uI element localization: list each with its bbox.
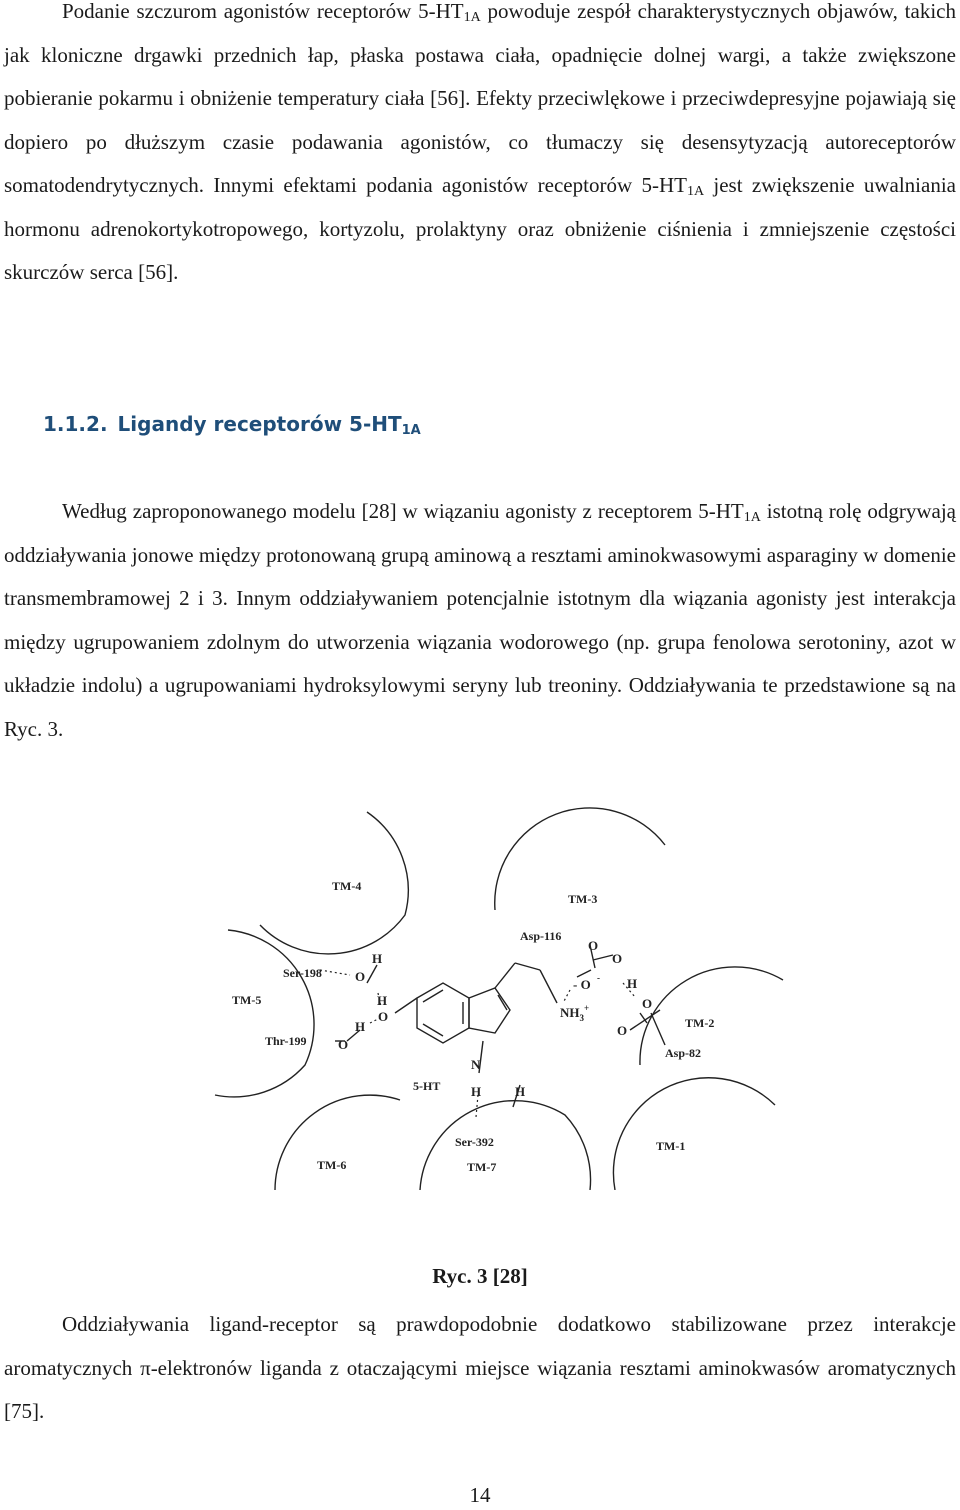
helix-label-tm4: TM-4 bbox=[332, 879, 362, 893]
subscript: 1A bbox=[743, 510, 761, 525]
double-bond bbox=[423, 990, 443, 1002]
atom-o-thr199: O bbox=[338, 1037, 349, 1052]
atom-n-indole: N bbox=[471, 1057, 481, 1072]
side-chain-bond bbox=[515, 963, 540, 970]
carboxylate-bond bbox=[577, 970, 591, 977]
section-title: Ligandy receptorów 5-HT bbox=[117, 412, 402, 436]
helix-label-tm7: TM-7 bbox=[467, 1160, 497, 1174]
subscript: 1A bbox=[463, 10, 481, 25]
atom-h-indole: H bbox=[471, 1084, 482, 1099]
side-chain-bond bbox=[540, 970, 557, 1003]
binding-site-diagram bbox=[195, 805, 785, 1190]
atom-o-asp116-top: O bbox=[588, 938, 599, 953]
paragraph-text: Podanie szczurom agonistów receptorów 5-HT bbox=[62, 0, 464, 23]
residue-label-asp82: Asp-82 bbox=[665, 1046, 702, 1060]
helix-tm1-arc bbox=[613, 1078, 775, 1190]
atom-h-asp82: H bbox=[627, 976, 638, 991]
atom-o-minus: - O bbox=[573, 977, 591, 992]
nh3-subscript: 3 bbox=[579, 1013, 584, 1023]
pyrrole-ring bbox=[469, 988, 510, 1033]
atom-h-bridge: H bbox=[377, 993, 388, 1008]
carboxyl-bond bbox=[651, 1013, 665, 1045]
page-number: 14 bbox=[469, 1483, 491, 1507]
double-bond bbox=[423, 1024, 443, 1036]
atom-nh3 bbox=[560, 1003, 589, 1023]
nh3-charge: + bbox=[584, 1003, 590, 1013]
paragraph-aromatic-interactions bbox=[4, 1303, 956, 1434]
hydrogen-bond bbox=[563, 990, 570, 1003]
helix-label-tm6: TM-6 bbox=[317, 1158, 347, 1172]
helix-label-tm2: TM-2 bbox=[685, 1016, 715, 1030]
benzene-ring bbox=[417, 983, 469, 1043]
side-chain-bond bbox=[495, 963, 515, 988]
residue-label-thr199: Thr-199 bbox=[265, 1034, 307, 1048]
subscript: 1A bbox=[401, 423, 421, 438]
paragraph-text: -elektronów liganda z otaczającymi miejsce wiązania resztami aminokwasów aromatycznych [75]. bbox=[4, 1355, 956, 1423]
residue-label-asp116: Asp-116 bbox=[520, 929, 562, 943]
atom-h-thr199: H bbox=[355, 1019, 366, 1034]
paragraph-text: istotną rolę odgrywają oddziaływania jonowe między protonowaną grupą aminową a resztami aminokwasowymi asparaginy w domenie transmembramowej 2 i 3. Innym oddziaływaniem potencjalnie istotnym dla wiązania agonisty jest interakcja między ugrupowaniem zdolnym do utworzenia wiązania wodorowego (np. grupa fenolowa serotoniny, azot w układzie indolu) a ugrupowaniami hydroksylowymi seryny lub treoniny. Oddziaływania te przedstawione są na Ryc. 3. bbox=[4, 499, 956, 741]
nh3-main: NH bbox=[560, 1005, 580, 1020]
paragraph-text: Oddziaływania ligand-receptor są prawdopodobnie dodatkowo stabilizowane przez interakcje aromatycznych bbox=[4, 1312, 956, 1380]
atom-o-asp82-top: O bbox=[642, 996, 653, 1011]
atom-o-asp116-right: O bbox=[612, 951, 623, 966]
section-number: 1.1.2. bbox=[43, 412, 108, 436]
helix-tm7-arc bbox=[420, 1101, 591, 1190]
hydrogen-bond bbox=[320, 970, 350, 975]
atom-o-asp82-left: O bbox=[617, 1023, 628, 1038]
helix-tm6-arc bbox=[275, 1095, 400, 1190]
residue-label-ser198: Ser-198 bbox=[283, 966, 322, 980]
atom-o-ser198: O bbox=[355, 969, 366, 984]
paragraph-text: Według zaproponowanego modelu [28] w wiązaniu agonisty z receptorem 5-HT bbox=[62, 499, 744, 523]
pi-symbol: π bbox=[140, 1355, 151, 1380]
hydroxyl-bond bbox=[395, 998, 417, 1013]
figure-caption: Ryc. 3 [28] bbox=[432, 1264, 528, 1288]
carboxylate-bond bbox=[593, 955, 613, 960]
helix-tm5-arc bbox=[215, 930, 314, 1097]
section-heading bbox=[43, 404, 421, 444]
helix-label-tm5: TM-5 bbox=[232, 993, 262, 1007]
atom-minus-charge: - bbox=[597, 973, 600, 983]
atom-h-ser392: H bbox=[515, 1084, 526, 1099]
atom-h-ser198: H bbox=[372, 951, 383, 966]
paragraph-text: jest zwiększenie uwalniania hormonu adrenokortykotropowego, kortyzolu, prolaktyny oraz obniżenie ciśnienia i zmniejszenie częstości skurczów serca [56]. bbox=[4, 173, 956, 284]
ligand-label: 5-HT bbox=[413, 1079, 441, 1093]
helix-label-tm1: TM-1 bbox=[656, 1139, 686, 1153]
paragraph-receptor-agonist-effects bbox=[4, 0, 956, 295]
o-h-bond bbox=[367, 965, 377, 983]
residue-label-ser392: Ser-392 bbox=[455, 1135, 494, 1149]
paragraph-text: powoduje zespół charakterystycznych objawów, takich jak kloniczne drgawki przednich łap, płaska postawa ciała, opadnięcie dolnej wargi, a także zwiększone pobieranie pokarmu i obniżenie temperatury ciała [56]. Efekty przeciwlękowe i przeciwdepresyjne pojawiają się dopiero po dłuższym czasie podawania agonistów, co tłumaczy się desensytyzacją autoreceptorów somatodendrytycznych. Innymi efektami podania agonistów receptorów 5-HT bbox=[4, 0, 956, 197]
paragraph-binding-model bbox=[4, 490, 956, 751]
subscript: 1A bbox=[686, 184, 705, 199]
atom-o-hydroxyl: O bbox=[378, 1009, 389, 1024]
helix-label-tm3: TM-3 bbox=[568, 892, 598, 906]
